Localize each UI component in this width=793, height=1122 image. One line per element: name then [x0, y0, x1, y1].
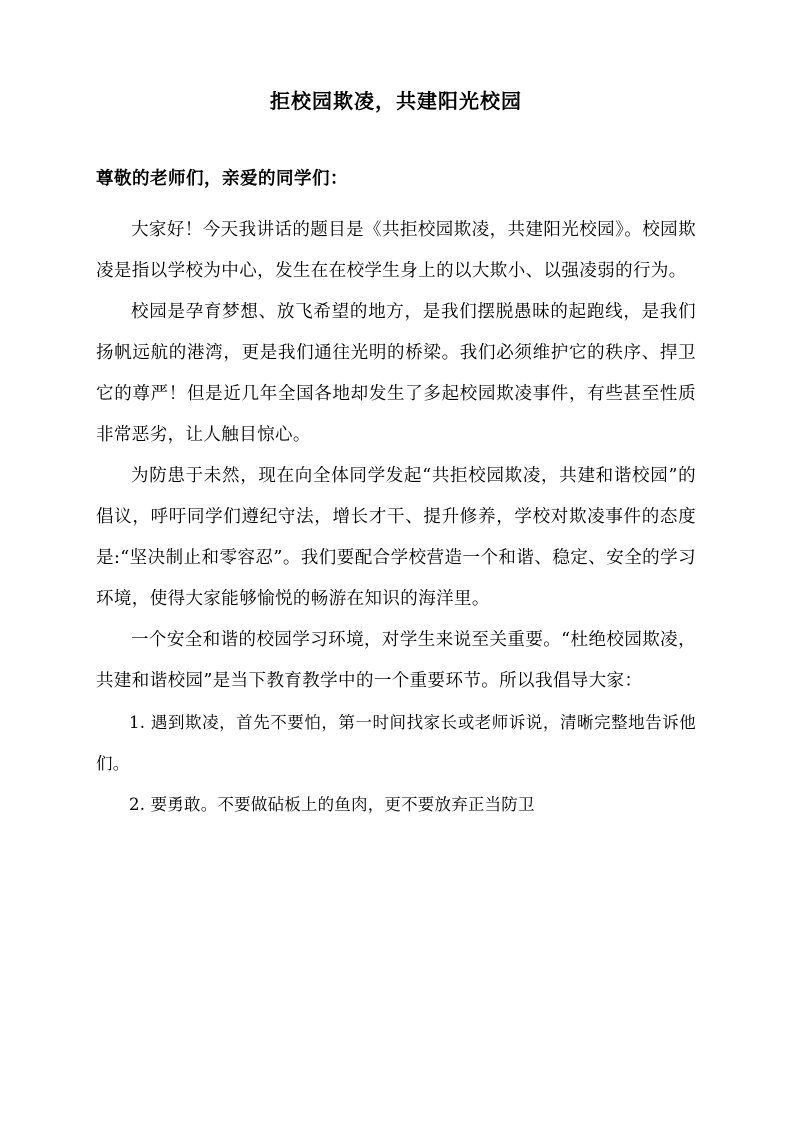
- paragraph-2: 校园是孕育梦想、放飞希望的地方，是我们摆脱愚昧的起跑线，是我们扬帆远航的港湾，更是我们通往光明的桥梁。我们必须维护它的秩序、捍卫它的尊严！但是近几年全国各地却发生了多起校园欺凌事件，有些甚至性质非常恶劣，让人触目惊心。: [96, 302, 696, 445]
- page-title: 拒校园欺凌，共建阳光校园: [270, 89, 522, 113]
- paragraph-4: 一个安全和谐的校园学习环境，对学生来说至关重要。“杜绝校园欺凌，共建和谐校园”是当下教育教学中的一个重要环节。所以我倡导大家：: [96, 630, 696, 691]
- list-item: 2. 要勇敢。不要做砧板上的鱼肉，更不要放弃正当防卫: [129, 795, 535, 814]
- list-item: 1. 遇到欺凌，首先不要怕，第一时间找家长或老师诉说，清晰完整地告诉他们。: [96, 713, 696, 773]
- paragraph-1: 大家好！今天我讲话的题目是《共拒校园欺凌，共建阳光校园》。校园欺凌是指以学校为中心，发生在在校学生身上的以大欺小、以强凌弱的行为。: [96, 220, 696, 281]
- salutation: 尊敬的老师们，亲爱的同学们：: [96, 169, 348, 189]
- paragraph-3: 为防患于未然，现在向全体同学发起“共拒校园欺凌，共建和谐校园”的倡议，呼吁同学们遵纪守法，增长才干、提升修养，学校对欺凌事件的态度是:“坚决制止和零容忍”。我们要配合学校营造一个和谐、稳定、安全的学习环境，使得大家能够愉悦的畅游在知识的海洋里。: [96, 466, 696, 609]
- document-body: [96, 84, 696, 825]
